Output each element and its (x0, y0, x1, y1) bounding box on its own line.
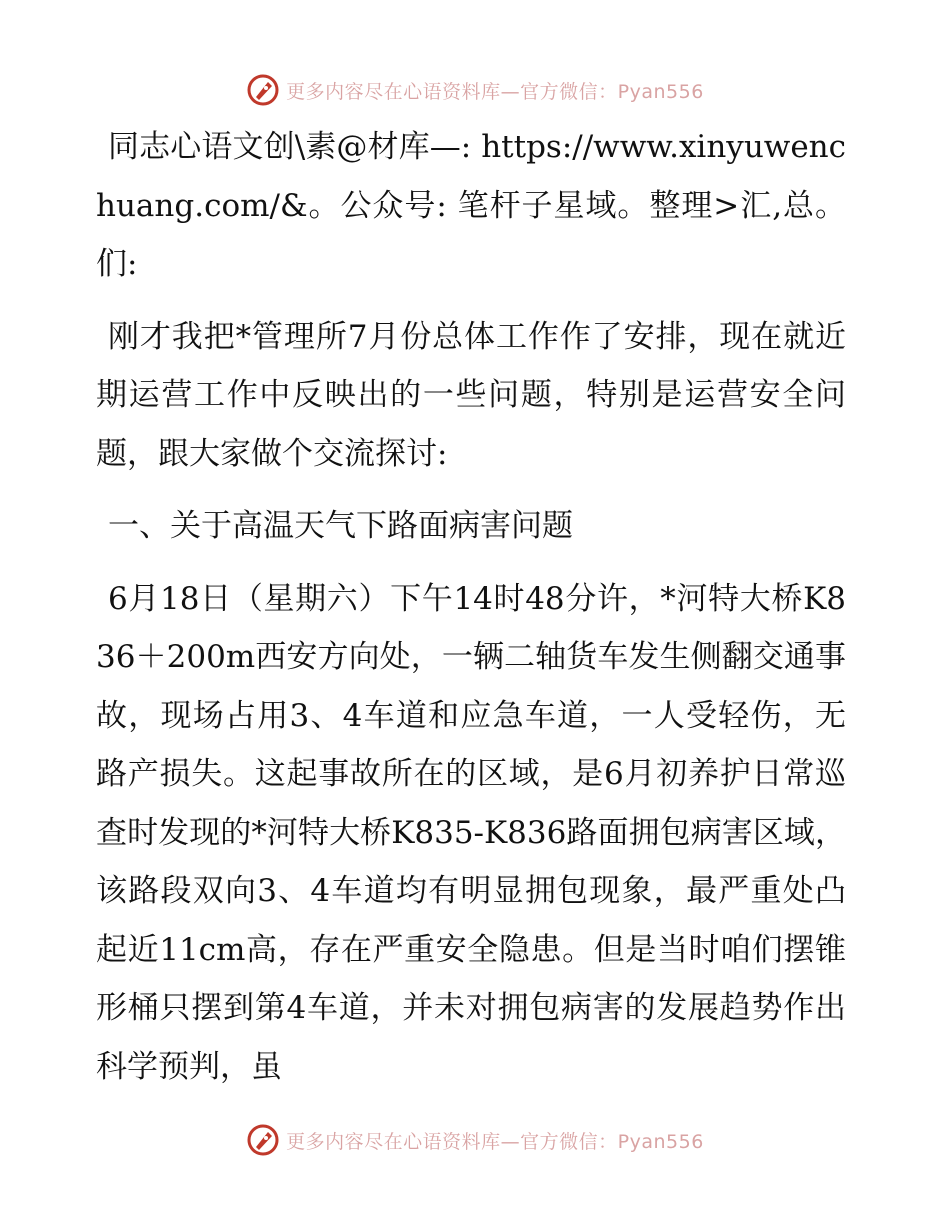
paragraph-greeting: 同志心语文创\素@材库—: https://www.xinyuwenchuang.com/&。公众号: 笔杆子星域。整理>汇,总。们: (96, 129, 846, 282)
document-body (96, 118, 846, 1110)
paragraph-incident: 6月18日（星期六）下午14时48分许，*河特大桥K836＋200m西安方向处，一辆二轴货车发生侧翻交通事故，现场占用3、4车道和应急车道，一人受轻伤，无路产损失。这起事故所在的区域，是6月初养护日常巡查时发现的*河特大桥K835-K836路面拥包病害区域，该路段双向3、4车道均有明显拥包现象，最严重处凸起近11cm高，存在严重安全隐患。但是当时咱们摆锥形桶只摆到第4车道，并未对拥包病害的发展趋势作出科学预判，虽 (96, 580, 846, 1085)
pen-nib-logo-icon (246, 73, 280, 107)
section-heading: 一、关于高温天气下路面病害问题 (108, 508, 573, 544)
header-watermark-banner (0, 72, 950, 108)
footer-watermark-banner (0, 1122, 950, 1158)
paragraph-intro: 刚才我把*管理所7月份总体工作作了安排，现在就近期运营工作中反映出的一些问题，特别是运营安全问题，跟大家做个交流探讨: (96, 318, 846, 472)
watermark-text: 更多内容尽在心语资料库—官方微信：Pyan556 (286, 1130, 704, 1153)
watermark-text: 更多内容尽在心语资料库—官方微信：Pyan556 (286, 80, 704, 103)
pen-nib-logo-icon (246, 1123, 280, 1157)
